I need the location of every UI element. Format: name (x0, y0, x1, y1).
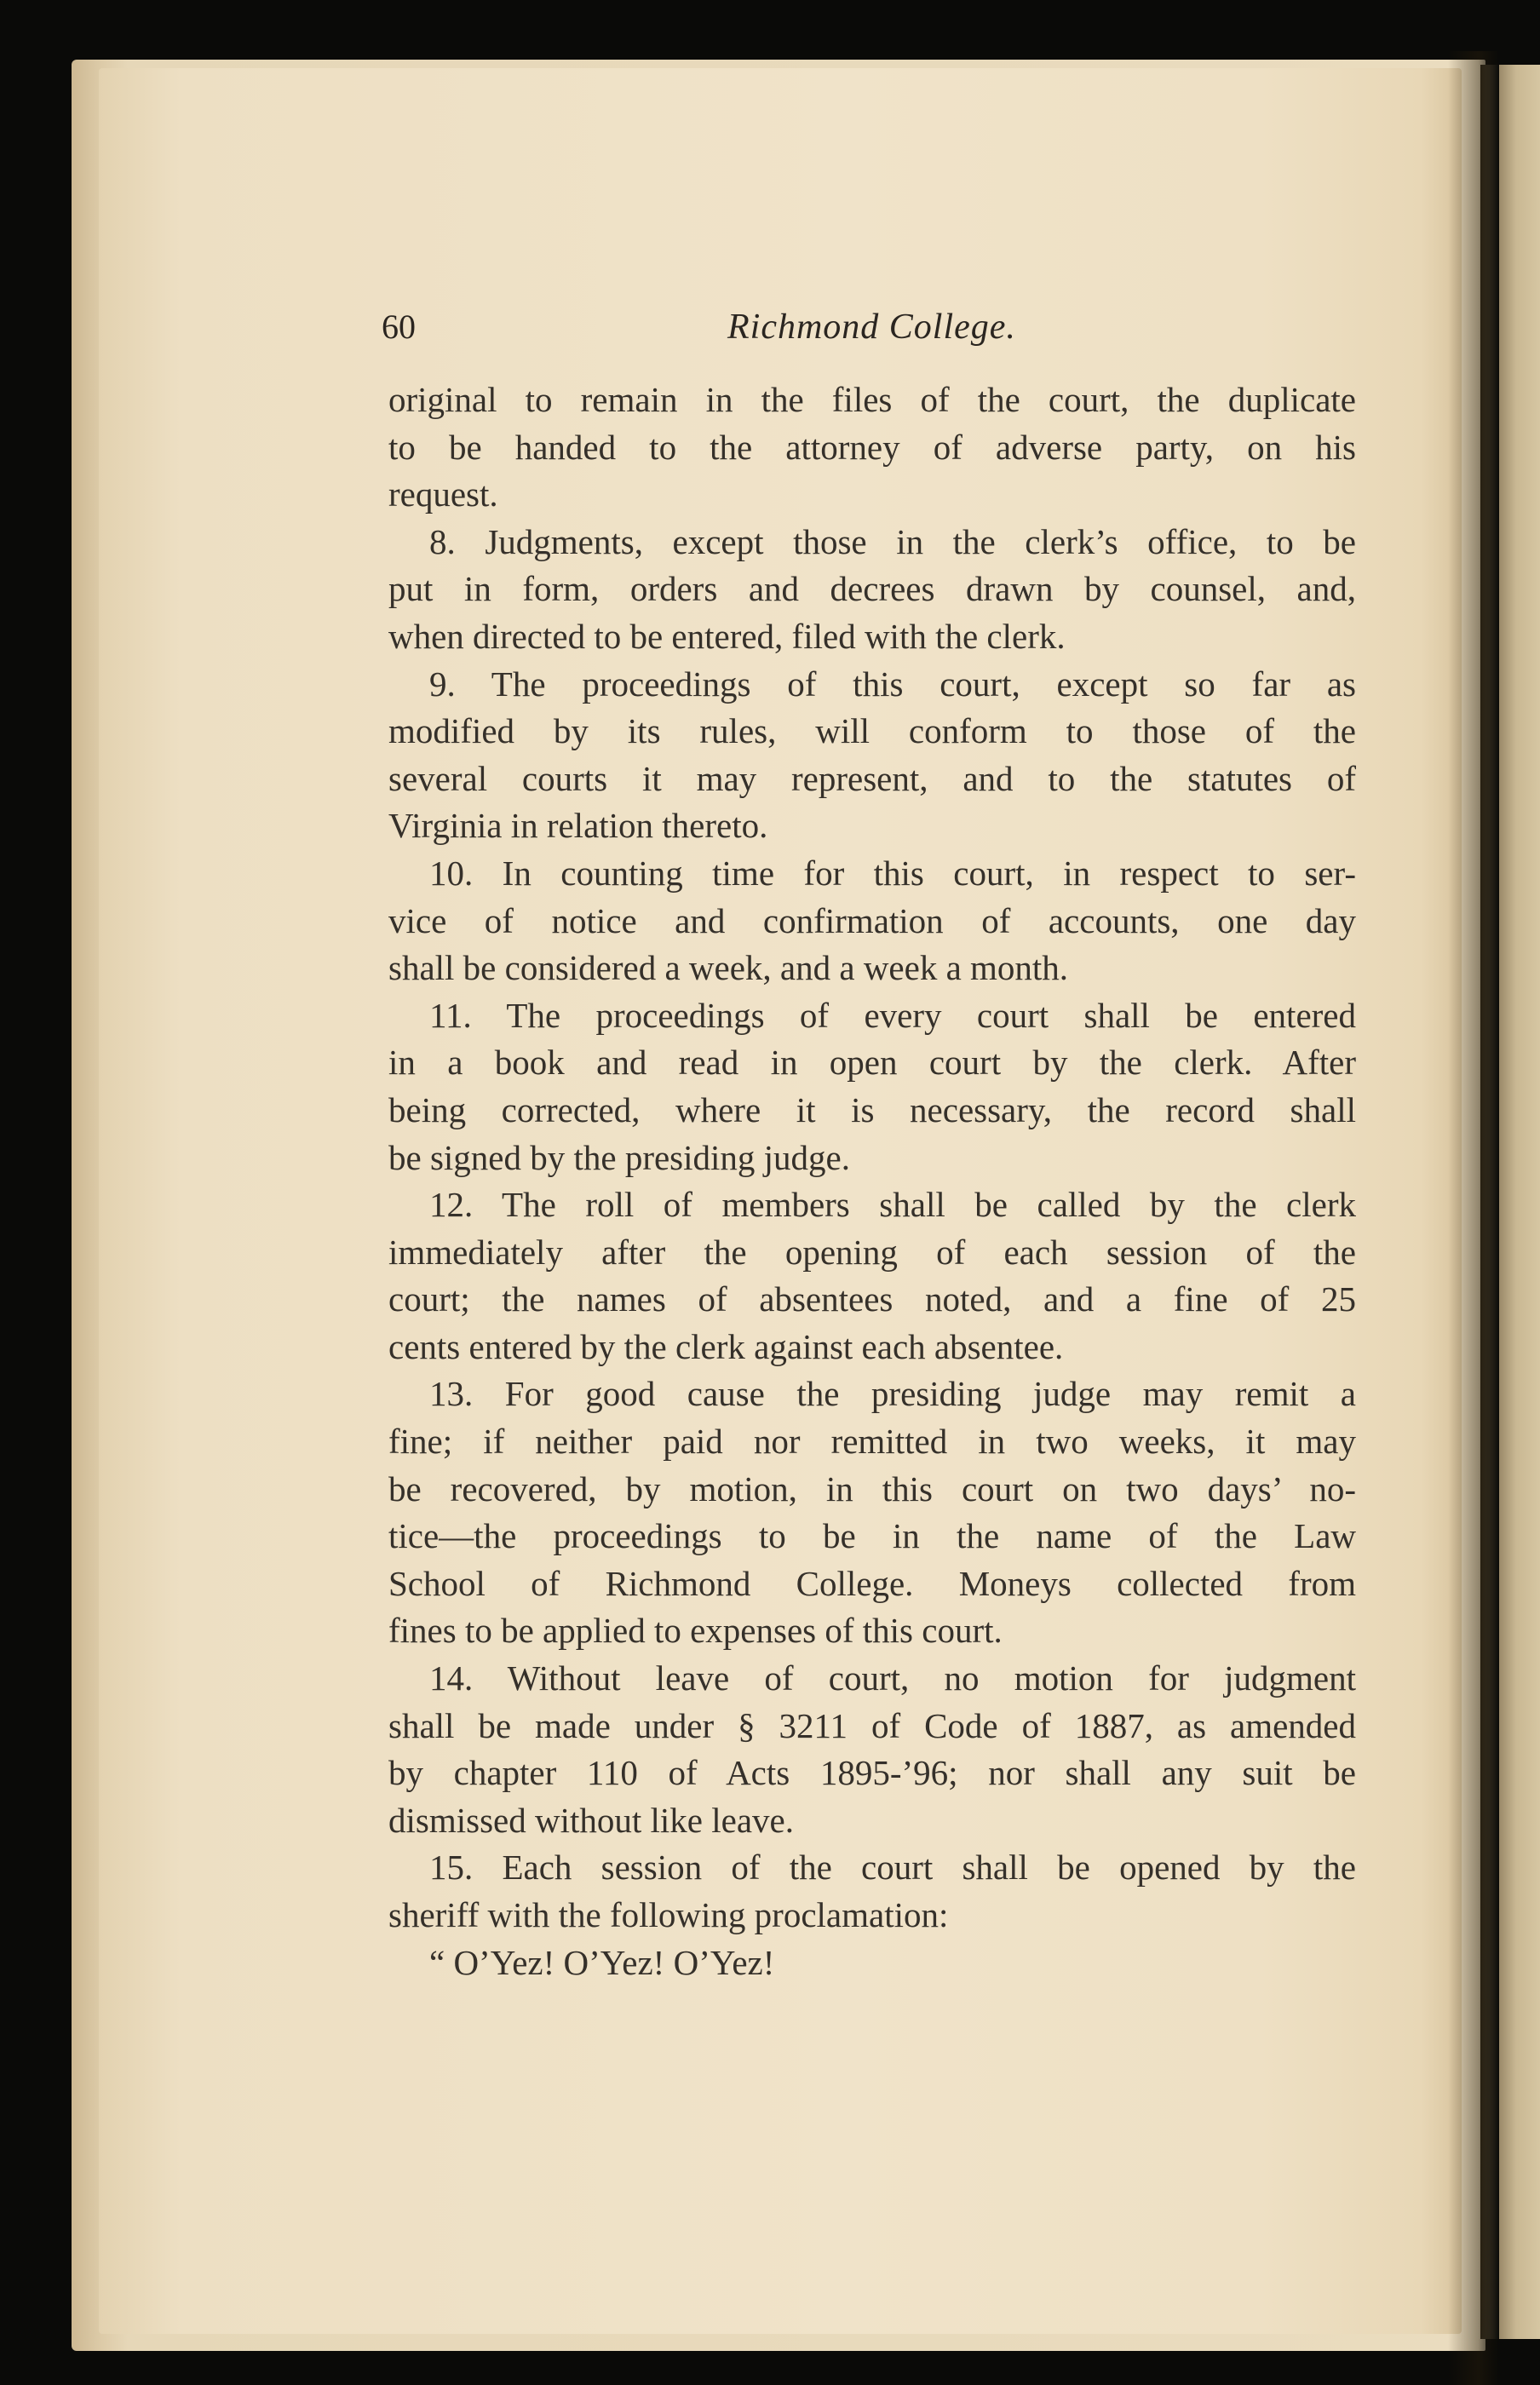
text-line: vice of notice and confirmation of accounts, one day (388, 900, 1356, 940)
text-line: sheriff with the following proclamation: (388, 1895, 949, 1934)
text-line: modified by its rules, will conform to those of the (388, 711, 1356, 751)
text-line: fines to be applied to expenses of this court. (388, 1611, 1003, 1651)
text-line: School of Richmond College. Moneys collected from (388, 1563, 1356, 1603)
text-line: request. (388, 474, 498, 514)
spine-shadow (1448, 51, 1499, 2385)
page-number: 60 (382, 307, 416, 346)
text-line: Virginia in relation thereto. (388, 806, 768, 846)
rule-14-line: 14. Without leave of court, no motion for judgment (429, 1658, 1356, 1698)
page-header (382, 307, 1370, 358)
text-line: be signed by the presiding judge. (388, 1137, 851, 1177)
text-line: shall be made under § 3211 of Code of 1887, as amended (388, 1705, 1356, 1745)
rule-12-line: 12. The roll of members shall be called by the clerk (429, 1185, 1356, 1225)
text-line: in a book and read in open court by the clerk. After (388, 1043, 1356, 1083)
text-line: cents entered by the clerk against each absentee. (388, 1326, 1064, 1366)
rule-8-line: 8. Judgments, except those in the clerk’s office, to be (429, 521, 1356, 561)
text-line: being corrected, where it is necessary, the record shall (388, 1089, 1356, 1129)
text-line: original to remain in the files of the court, the duplicate (388, 380, 1356, 419)
text-line: be recovered, by motion, in this court on two days’ no- (388, 1468, 1356, 1509)
text-line: several courts it may represent, and to the statutes of (388, 758, 1356, 798)
rule-13-line: 13. For good cause the presiding judge may remit a (429, 1374, 1356, 1414)
text-line: put in form, orders and decrees drawn by counsel, and, (388, 569, 1356, 609)
text-line: dismissed without like leave. (388, 1800, 794, 1840)
text-line: tice—the proceedings to be in the name of the Law (388, 1516, 1356, 1556)
text-line: court; the names of absentees noted, and a fine of 25 (388, 1279, 1356, 1319)
text-line: immediately after the opening of each session of the (388, 1232, 1356, 1272)
text-line: fine; if neither paid nor remitted in two weeks, it may (388, 1422, 1356, 1462)
text-line: shall be considered a week, and a week a month. (388, 948, 1069, 988)
text-line: by chapter 110 of Acts 1895-’96; nor shall any suit be (388, 1753, 1356, 1793)
rule-15-line: 15. Each session of the court shall be opened by the (429, 1848, 1356, 1888)
proclamation-line: “ O’Yez! O’Yez! O’Yez! (429, 1942, 775, 1982)
running-title: Richmond College. (727, 307, 1016, 347)
text-line: when directed to be entered, filed with the clerk. (388, 616, 1066, 656)
body-text (388, 376, 1356, 1986)
text-line: to be handed to the attorney of adverse party, on his (388, 427, 1356, 467)
rule-9-line: 9. The proceedings of this court, except so far as (429, 664, 1356, 704)
rule-11-line: 11. The proceedings of every court shall be entered (429, 995, 1356, 1035)
rule-10-line: 10. In counting time for this court, in respect to ser- (429, 853, 1356, 893)
